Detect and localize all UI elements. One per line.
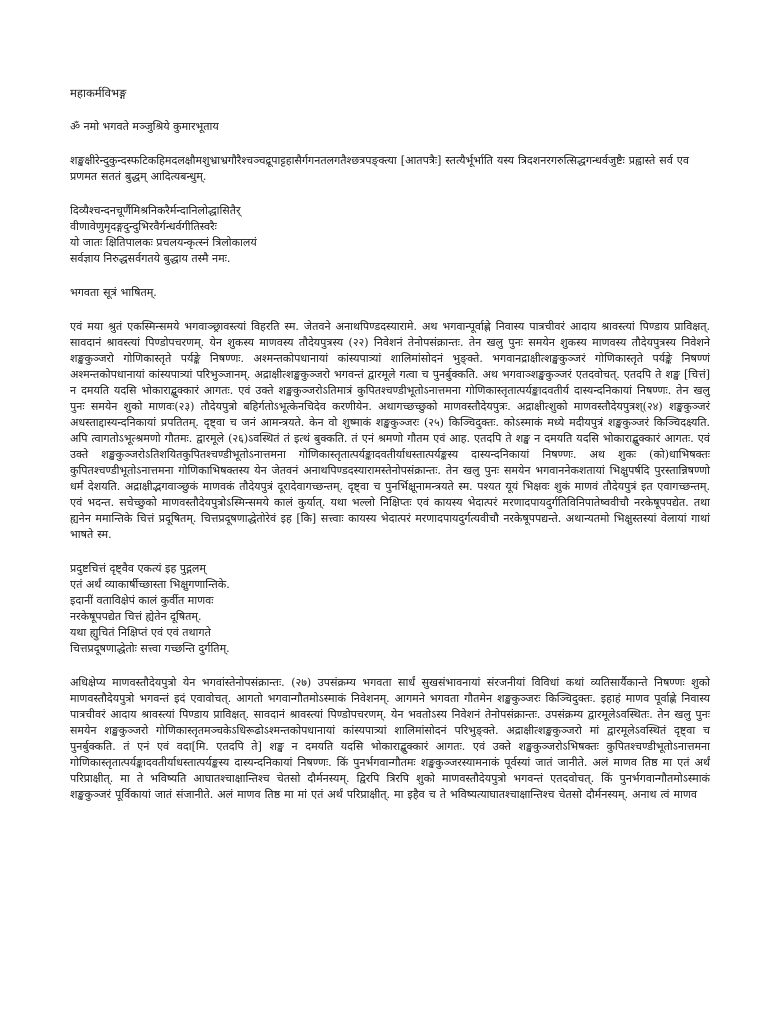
verse-line: प्रदुष्टचित्तं दृष्ट्वैव एकत्यं इह पुद्गलम्: [70, 562, 206, 575]
verse-line: नरकेषूपपद्येत चित्तं ह्येतेन दूषितम्.: [70, 610, 202, 623]
verse-block-2: [70, 561, 710, 657]
intro-paragraph: शङ्खक्षीरेन्दुकुन्दस्फटिकहिमदलक्षौमशुभ्राभ्रगौरैश्चञ्चद्रूपाट्टहासैर्गगनतलगतैश्छत्रपङ्क्त्या [आतपत्रैः] स्तत्यैर्भूर्भाति यस्य त्रिदशनरगरुत्सिद्धगन्धर्वजुष्टैः प्रह्वास्ते सर्व एव प्रणमत सततं बुद्धम् आदित्यबन्धुम्.: [70, 154, 690, 183]
verse-line: इदानीं वताविक्षेपं कालं कुर्वीत माणवः: [70, 594, 214, 607]
sutra-heading: भगवता सूत्रं भाषितम्.: [70, 286, 157, 299]
verse-line: यथा ह्युचितं निक्षिप्तं एवं एवं तथागते: [70, 626, 211, 639]
document-page: [70, 85, 710, 821]
verse-line: सर्वज्ञाय निरुद्धसर्वगतये बुद्धाय तस्मै नमः.: [70, 252, 231, 265]
verse-line: चित्तप्रदूषणाद्धेतोः सत्त्वा गच्छन्ति दुर्गतिम्.: [70, 642, 230, 655]
document-title: महाकर्मविभङ्ग: [70, 86, 127, 100]
verse-line: दिव्यैश्चन्दनचूर्णैमिश्रनिकरैर्मन्दानिलोद्धासितैर्: [70, 204, 241, 217]
main-paragraph: एवं मया श्रुतं एकस्मिन्समये भगवाञ्छ्रावस्त्यां विहरति स्म. जेतवने अनाथपिण्डदस्यारामे. अथ भगवान्पूर्वाह्णे निवास्य पात्रचीवरं आदाय श्रावस्त्यां पिण्डाय प्राविक्षत्. सावदानं श्रावस्त्यां पिण्डोपचरणम्. येन शुकस्य माणवस्य तौदेयपुत्रस्य (२२) निवेशनं तेनोपसंक्रान्तः. तेन खलु पुनः समयेन शुकस्य माणवस्य तौदेयपुत्रस्य निवेशने शङ्खकुञ्जरो गोणिकास्तृते पर्यङ्के निषण्णः. अश्मन्तकोपधानायां कांस्यपात्र्यां शालिमांसोदनं भुङ्क्ते. भगवानद्राक्षीत्शङ्खकुञ्जरं गोणिकास्तृते पर्यङ्के निषण्णं अश्मन्तकोपधानायां कांस्यपात्र्यां परिभुञ्जानम्. अद्राक्षीत्शङ्खकुञ्जरो भगवन्तं द्वारमूले गत्वा च पुनर्बुक्कति. अथ भगवाञ्शङ्खकुञ्जरं एतदवोचत्. एतदपि ते शङ्ख [चित्तं] न दमयति यदसि भोकाराद्बुक्कारं आगतः. एवं उक्ते शङ्खकुञ्जरोऽतिमात्रं कुपितश्चण्डीभूतोऽनात्तमना गोणिकास्तृतात्पर्यङ्कादवतीर्य दास्यन्दनिकायां निषण्णः. तेन खलु पुनः समयेन शुको माणवः(२३) तौदेयपुत्रो बहिर्गतोऽभूत्केनचिदेव करणीयेन. अथागच्छच्छुको माणवस्तौदेयपुत्रः. अद्राक्षीत्शुको माणवस्तौदेयपुत्रश्(२४) शङ्खकुञ्जरं अधस्ताद्दास्यन्दनिकायां प्रपतितम्. दृष्ट्वा च जनं आमन्त्रयते. केन वो शुष्माकं शङ्खकुञ्जरः (२५) किञ्चिदुक्तः. कोऽस्माकं मध्ये मदीयपुत्रं शङ्खकुञ्जरं किञ्चिदक्ष्यति. अपि त्वागतोऽभूत्श्रमणो गौतमः. द्वारमूले (२६)ऽवस्थितं तं इत्थं बुक्कति. तं एनं श्रमणो गौतम एवं आह. एतदपि ते शङ्ख न दमयति यदसि भोकाराद्बुक्कारं आगतः. एवं उक्ते शङ्खकुञ्जरोऽतिशयितकुपितश्चण्डीभूतोऽनात्तमना गोणिकास्तृतात्पर्यङ्कादवतीर्याधस्तात्पर्यङ्कस्य दास्यन्दनिकायां निषण्णः. अथ शुकः (को)धाभिषक्तः कुपितश्चण्डीभूतोऽनात्तमना गोणिकाभिषक्तस्य येन जेतवनं अनाथपिण्डदस्यारामस्तेनोपसंक्रान्तः. तेन खलु पुनः समयेन भगवाननेकशतायां भिक्षुपर्षदि पुरस्तान्निषण्णो धर्मं देशयति. अद्राक्षीद्भगवाञ्छुकं माणवकं तौदेयपुत्रं दूरादेवागच्छन्तम्. दृष्ट्वा च पुनर्भिक्षूनामन्त्रयते स्म. पश्यत यूयं भिक्षवः शुकं माणवं तौदेयपुत्रं इत एवागच्छन्तम्. एवं भदन्त. सचेच्छुको माणवस्तौदेयपुत्रोऽस्मिन्समये कालं कुर्यात्. यथा भल्लो निक्षिप्तः एवं कायस्य भेदात्परं मरणादपायदुर्गतिविनिपातेष्ववीचौ नरकेषूपपद्येत. तथा ह्यनेन ममान्तिके चित्तं प्रदूषितम्. चित्तप्रदूषणाद्धेतोरेवं इह [कि] सत्त्वाः कायस्य भेदात्परं मरणादपायदुर्गत्यवीचौ नरकेषूपपद्यन्ते. अथान्यतमो भिक्षुस्तस्यां वेलायां गाथां भाषते स्म.: [70, 320, 710, 541]
invocation-line: ॐ नमो भगवते मञ्जुश्रिये कुमारभूताय: [70, 120, 219, 133]
verse-line: यो जातः क्षितिपालकः प्रचलयन्कृत्स्नं त्रिलोकालयं: [70, 236, 257, 249]
verse-line: एतं अर्थं व्याकार्षीच्छास्ता भिक्षुगणान्तिके.: [70, 578, 230, 591]
verse-line: वीणावेणुमृदङ्गदुन्दुभिरवैर्गन्धर्वगीतिस्वरैः: [70, 220, 217, 233]
final-paragraph: अधिक्षेप्य माणवस्तौदेयपुत्रो येन भगवांस्तेनोपसंक्रान्तः. (२७) उपसंक्रम्य भगवता सार्धं सुखसंभावनायां संरजनीयां विविधां कथां व्यतिसार्यैकान्ते निषण्णः शुको माणवस्तौदेयपुत्रो भगवन्तं इदं एवावोचत्. आगतो भगवान्गौतमोऽस्माकं निवेशनम्. आगमने भगवता गौतमेन शङ्खकुञ्जरः किञ्चिदुक्तः. इहाहं माणव पूर्वाह्णे निवास्य पात्रचीवरं आदाय श्रावस्त्यां पिण्डाय प्राविक्षत्. सावदानं श्रावस्त्यां पिण्डोपचरणम्. येन भवतोऽस्य निवेशनं तेनोपसंक्रान्तः. उपसंक्रम्य द्वारमूलेऽवस्थितः. तेन खलु पुनः समयेन शङ्खकुञ्जरो गोणिकास्तृतमञ्चकेऽधिरूढोऽश्मन्तकोपधानायां कांस्यपात्र्यां शालिमांसोदनं परिभुङ्क्ते. अद्राक्षीत्शङ्खकुञ्जरो मां द्वारमूलेऽवस्थितं दृष्ट्वा च पुनर्बुक्कति. तं एनं एवं वदा[मि. एतदपि ते] शङ्ख न दमयति यदसि भोकाराद्बुक्कारं आगतः. एवं उक्ते शङ्खकुञ्जरोऽभिषक्तः कुपितश्चण्डीभूतोऽनात्तमना गोणिकास्तृतात्पर्यङ्कादवतीर्याधस्तात्पर्यङ्कस्य दास्यन्दनिकायां निषण्णः. किं पुनर्भगवान्गौतमः शङ्खकुञ्जरस्यामनाकं पूर्वस्यां जातं जानीते. अलं माणव तिष्ठ मा एतं अर्थं परिप्राक्षीत्. मा ते भविष्यति आघातश्चाक्षान्तिश्च चेतसो दौर्मनस्यम्. द्विरपि त्रिरपि शुको माणवस्तौदेयपुत्रो भगवन्तं एतदवोचत्. किं पुनर्भगवान्गौतमोऽस्माकं शङ्खकुञ्जरं पूर्विकायां जातं संजानीते. अलं माणव तिष्ठ मा मां एतं अर्थं परिप्राक्षीत्. मा इहैव च ते भविष्यत्याघातश्चाक्षान्तिश्च चेतसो दौर्मनस्यम्. अनाथ त्वं माणव: [70, 676, 710, 801]
verse-block-1: [70, 203, 710, 267]
